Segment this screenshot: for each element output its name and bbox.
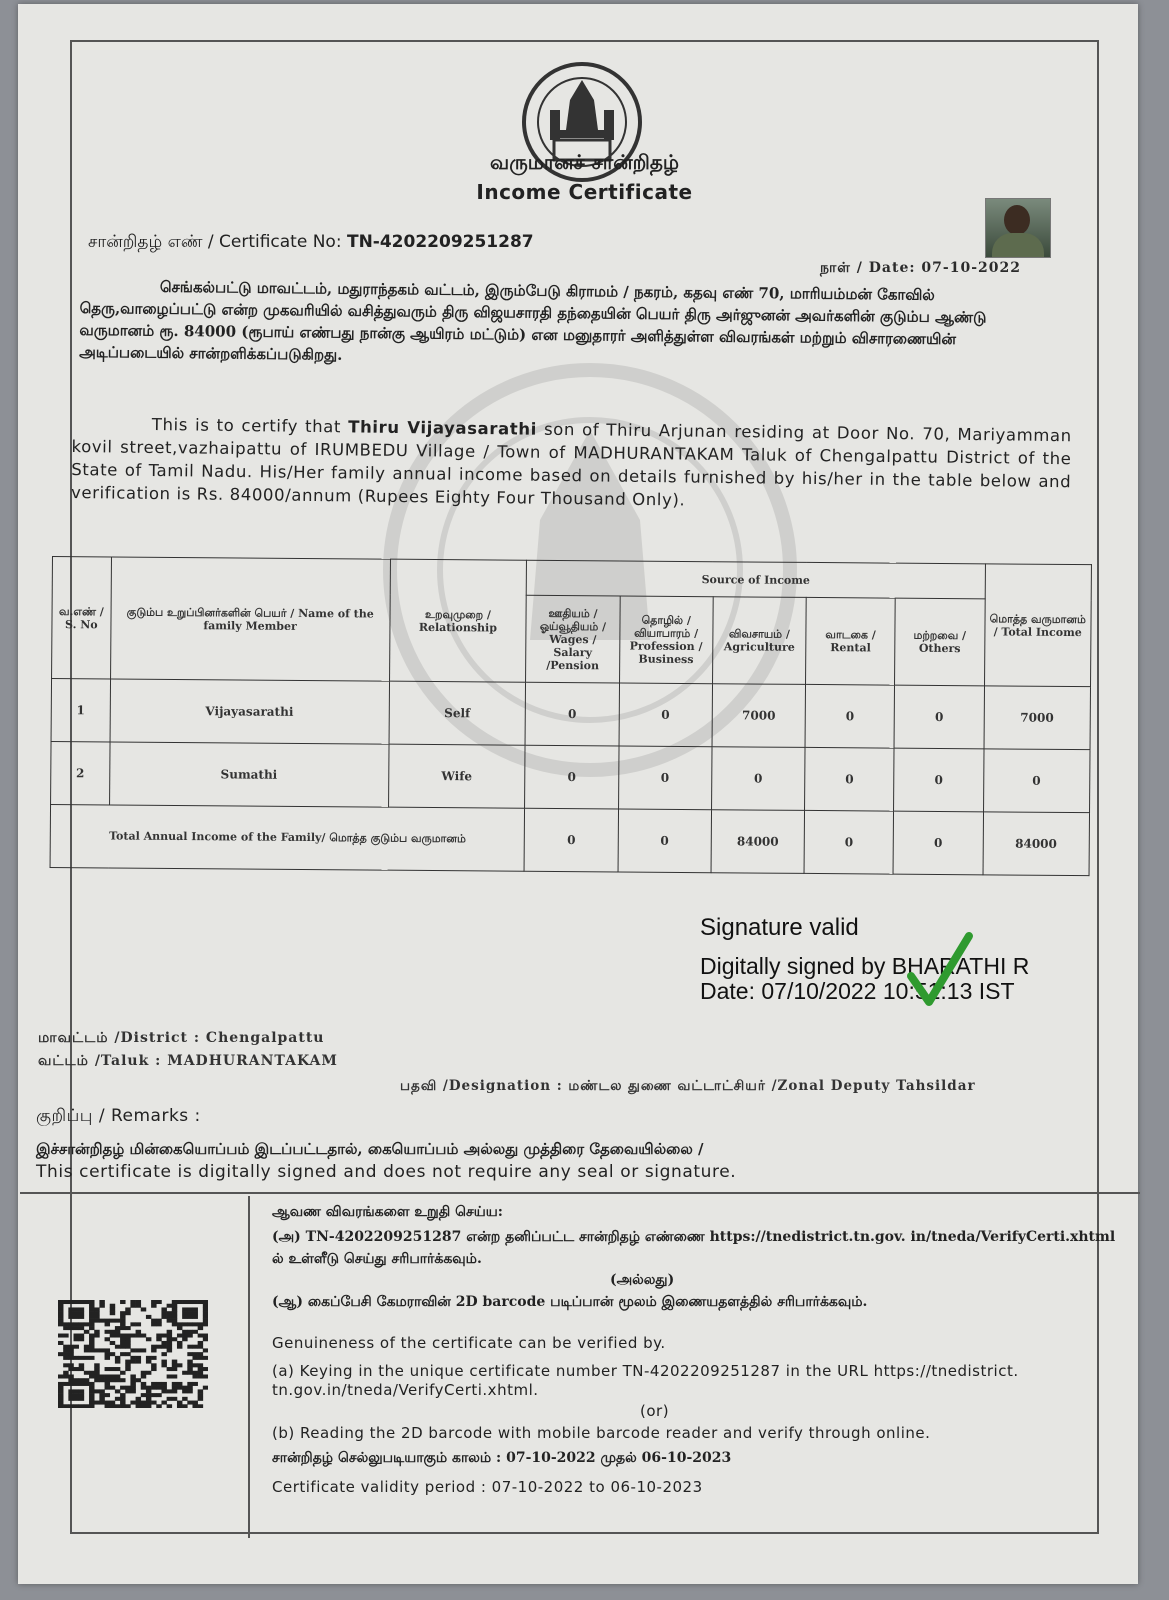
- total-agriculture: 84000: [711, 810, 805, 874]
- income-table: [50, 556, 1092, 876]
- verify-or-ta: (அல்லது): [610, 1272, 675, 1288]
- cell-profession: 0: [618, 746, 712, 810]
- cell-agriculture: 0: [711, 747, 805, 811]
- applicant-name: Thiru Vijayasarathi: [348, 417, 538, 439]
- signature-valid-text: Signature valid: [700, 914, 859, 941]
- cell-rental: 0: [805, 684, 895, 748]
- digital-signature: [700, 914, 1029, 1004]
- signature-date-text: Date: 07/10/2022 10:51:13 IST: [700, 978, 1015, 1004]
- verify-b-en: (b) Reading the 2D barcode with mobile barcode reader and verify through online.: [272, 1424, 931, 1442]
- verification-divider: [248, 1196, 250, 1538]
- title-tamil: வருமானச் சான்றிதழ்: [490, 150, 679, 174]
- header-profession: தொழில் / வியாபாரம் / Profession / Business: [619, 596, 713, 684]
- cell-sno: 2: [51, 741, 110, 804]
- total-profession: 0: [618, 809, 712, 873]
- header-total: மொத்த வருமானம் / Total Income: [984, 564, 1091, 687]
- english-intro: This is to certify that: [151, 414, 342, 437]
- date-value: 07-10-2022: [921, 260, 1021, 276]
- cell-total: 7000: [984, 686, 1091, 750]
- total-rental: 0: [804, 810, 894, 874]
- photo-body: [992, 233, 1044, 257]
- certificate-number: [88, 232, 534, 254]
- table-row: [51, 679, 1090, 750]
- total-wages: 0: [524, 808, 618, 872]
- total-income: 84000: [983, 812, 1090, 876]
- photo-head: [1004, 205, 1030, 235]
- cell-wages: 0: [525, 745, 619, 809]
- total-others: 0: [893, 811, 983, 875]
- remarks-tamil: இச்சான்றிதழ் மின்கையொப்பம் இடப்பட்டதால், கையொப்பம் அல்லது முத்திரை தேவையில்லை /: [36, 1140, 704, 1158]
- taluk-line: வட்டம் /Taluk : MADHURANTAKAM: [38, 1053, 338, 1069]
- cell-sno: 1: [51, 679, 110, 742]
- table-total-row: [50, 804, 1089, 875]
- verify-heading-ta: ஆவண விவரங்களை உறுதி செய்ய:: [272, 1204, 503, 1220]
- validity-en: Certificate validity period : 07-10-2022 to 06-10-2023: [272, 1478, 703, 1496]
- remarks-english: This certificate is digitally signed and does not require any seal or signature.: [36, 1162, 737, 1182]
- verify-a-en: (a) Keying in the unique certificate number TN-4202209251287 in the URL https://tnedistrict. tn.gov.in/tneda/VerifyCerti.xhtml.: [272, 1362, 1019, 1399]
- certificate-number-value: TN-4202209251287: [346, 232, 534, 252]
- cell-others: 0: [894, 748, 984, 812]
- english-paragraph: [71, 412, 1072, 516]
- certificate-number-label: சான்றிதழ் எண் / Certificate No:: [88, 232, 342, 252]
- header-name: குடும்ப உறுப்பினர்களின் பெயர் / Name of the family Member: [110, 557, 390, 681]
- cell-agriculture: 7000: [712, 684, 806, 748]
- header-relationship: உறவுமுறை / Relationship: [389, 559, 527, 682]
- header-wages: ஊதியம் / ஓய்வூதியம் / Wages / Salary /Pension: [526, 595, 620, 683]
- verify-heading-en: Genuineness of the certificate can be verified by.: [272, 1334, 666, 1352]
- verify-or-en: (or): [640, 1402, 670, 1420]
- verify-b-ta: (ஆ) கைப்பேசி கேமராவின் 2D barcode படிப்பான் மூலம் இணையதளத்தில் சரிபார்க்கவும்.: [272, 1294, 868, 1310]
- header-rental: வாடகை / Rental: [806, 597, 896, 685]
- cell-rental: 0: [805, 747, 895, 811]
- title-english: Income Certificate: [476, 180, 693, 204]
- cell-total: 0: [983, 749, 1090, 813]
- cell-others: 0: [894, 685, 984, 749]
- green-checkmark-icon: [905, 930, 975, 1010]
- total-label: Total Annual Income of the Family/ மொத்த குடும்ப வருமானம்: [50, 804, 525, 871]
- english-body: son of Thiru Arjunan residing at Door No. 70, Mariyamman kovil street,vazhaipattu of IRUMBEDU Village / Town of MADHURANTAKAM Taluk of Chengalpattu District of the State of Tamil Nadu. His/Her family annual income based on details furnished by his/her in the table below and verification is Rs. 84000/annum (Rupees Eighty Four Thousand Only).: [70, 419, 1072, 510]
- signed-by-text: Digitally signed by BHARATHI R: [700, 953, 1030, 979]
- remarks-label: குறிப்பு / Remarks :: [36, 1106, 201, 1126]
- header-agriculture: விவசாயம் / Agriculture: [712, 597, 806, 685]
- cell-name: Sumathi: [109, 742, 388, 807]
- designation-line: பதவி /Designation : மண்டல துணை வட்டாட்சியர் /Zonal Deputy Tahsildar: [400, 1078, 976, 1094]
- date-label: நாள் / Date:: [820, 260, 916, 276]
- header-sno: வ.எண் / S. No: [52, 557, 112, 679]
- table-row: [51, 741, 1090, 812]
- validity-ta: சான்றிதழ் செல்லுபடியாகும் காலம் : 07-10-2022 முதல் 06-10-2023: [272, 1450, 732, 1466]
- header-source: Source of Income: [527, 560, 985, 599]
- tamil-paragraph: செங்கல்பட்டு மாவட்டம், மதுராந்தகம் வட்டம், இரும்பேடு கிராமம் / நகரம், கதவு எண் 70, மாரியம்மன் கோவில் தெரு,வாழைப்பட்டு என்ற முகவரியில் வசித்துவரும் திரு விஜயசாரதி தந்தையின் பெயர் திரு அர்ஜுனன் அவர்களின் குடும்ப ஆண்டு வருமானம் ரூ. 84000 (ரூபாய் எண்பது நான்கு ஆயிரம் மட்டும்) என மனுதாரர் அளித்துள்ள விவரங்கள் மற்றும் விசாரணையின் அடிப்படையில் சான்றளிக்கப்படுகிறது.: [79, 277, 987, 364]
- verify-a-ta: (அ) TN-4202209251287 என்ற தனிப்பட்ட சான்றிதழ் எண்ணை https://tnedistrict.tn.gov. in/tneda/VerifyCerti.xhtml ல் உள்ளீடு செய்து சரிபார்க்கவும்.: [272, 1229, 1116, 1267]
- applicant-photo: [985, 198, 1051, 258]
- cell-profession: 0: [619, 683, 713, 747]
- district-line: மாவட்டம் /District : Chengalpattu: [38, 1030, 325, 1046]
- cell-name: Vijayasarathi: [110, 679, 389, 744]
- cell-relationship: Wife: [388, 744, 525, 808]
- cell-wages: 0: [525, 682, 619, 746]
- qr-code-icon: [58, 1300, 208, 1408]
- certificate-date: [820, 260, 1021, 278]
- header-others: மற்றவை / Others: [895, 598, 985, 686]
- cell-relationship: Self: [389, 681, 526, 745]
